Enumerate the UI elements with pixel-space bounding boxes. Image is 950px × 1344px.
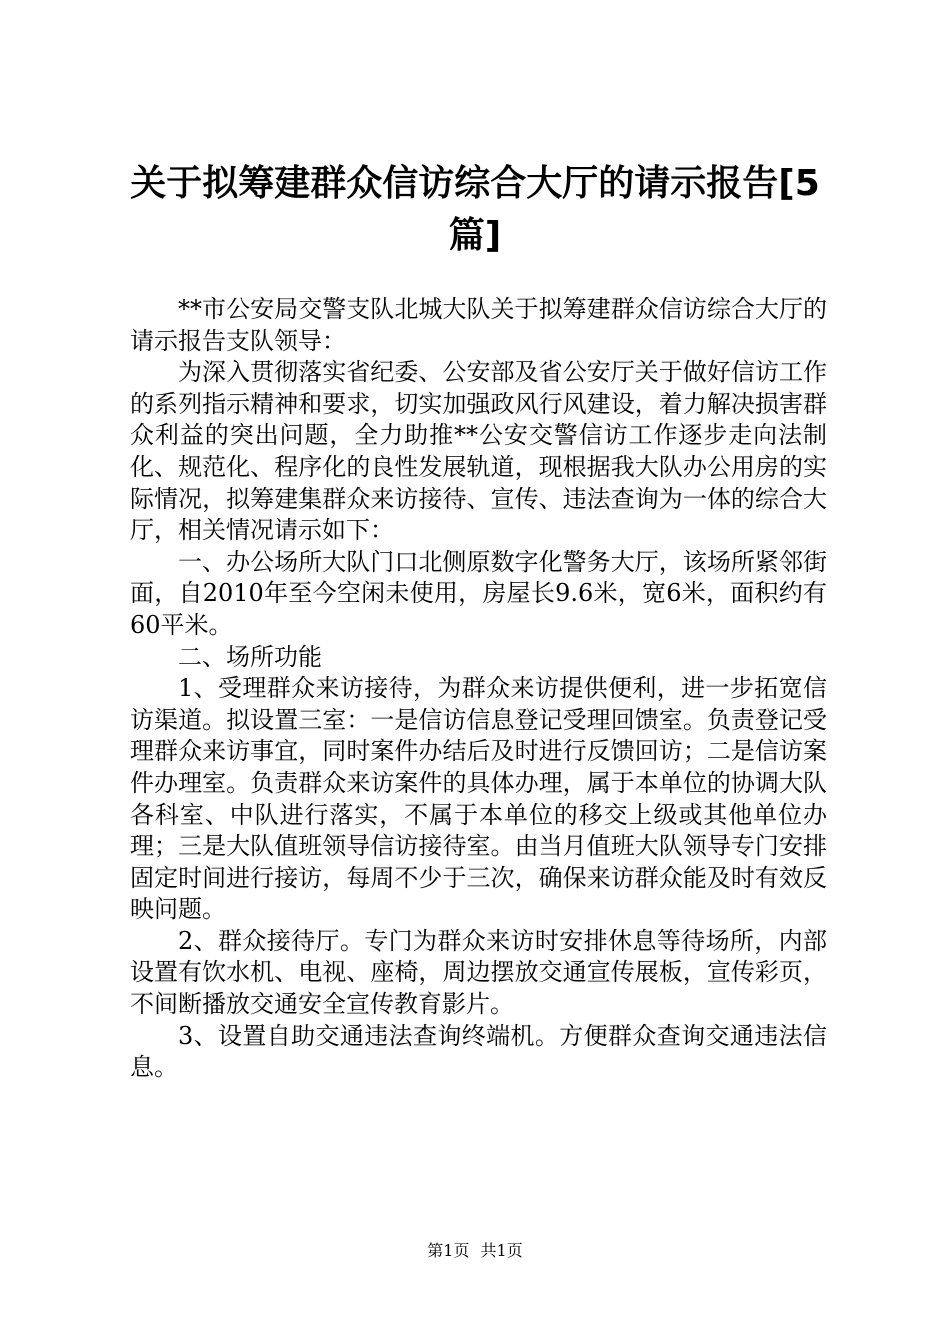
document-body — [130, 294, 827, 1084]
paragraph-item-three: 3、设置自助交通违法查询终端机。方便群众查询交通违法信息。 — [130, 1021, 827, 1082]
paragraph-intro: 为深入贯彻落实省纪委、公安部及省公安厅关于做好信访工作的系列指示精神和要求，切实加强政风行风建设，着力解决损害群众利益的突出问题，全力助推**公安交警信访工作逐步走向法制化、规范化、程序化的良性发展轨道，现根据我大队办公用房的实际情况，拟筹建集群众来访接待、宣传、违法查询为一体的综合大厅，相关情况请示如下： — [130, 358, 827, 545]
page-footer — [0, 1241, 950, 1261]
paragraph-item-two: 2、群众接待厅。专门为群众来访时安排休息等待场所，内部设置有饮水机、电视、座椅，周边摆放交通宣传展板，宣传彩页，不间断播放交通安全宣传教育影片。 — [130, 926, 827, 1019]
paragraph-section-two-heading: 二、场所功能 — [178, 642, 322, 671]
page-total: 共1页 — [480, 1241, 523, 1260]
page-number: 第1页 — [427, 1241, 470, 1260]
paragraph-section-one: 一、办公场所大队门口北侧原数字化警务大厅，该场所紧邻街面，自2010年至今空闲未使用，房屋长9.6米，宽6米，面积约有60平米。 — [130, 547, 827, 639]
paragraph-salutation: **市公安局交警支队北城大队关于拟筹建群众信访综合大厅的请示报告支队领导： — [130, 295, 827, 355]
document-title: 关于拟筹建群众信访综合大厅的请示报告[5篇] — [130, 163, 820, 256]
paragraph-item-one: 1、受理群众来访接待，为群众来访提供便利，进一步拓宽信访渠道。拟设置三室：一是信访信息登记受理回馈室。负责登记受理群众来访事宜，同时案件办结后及时进行反馈回访；二是信访案件办理室。负责群众来访案件的具体办理，属于本单位的协调大队各科室、中队进行落实，不属于本单位的移交上级或其他单位办理；三是大队值班领导信访接待室。由当月值班大队领导专门安排固定时间进行接访，每周不少于三次，确保来访群众能及时有效反映问题。 — [130, 674, 827, 924]
